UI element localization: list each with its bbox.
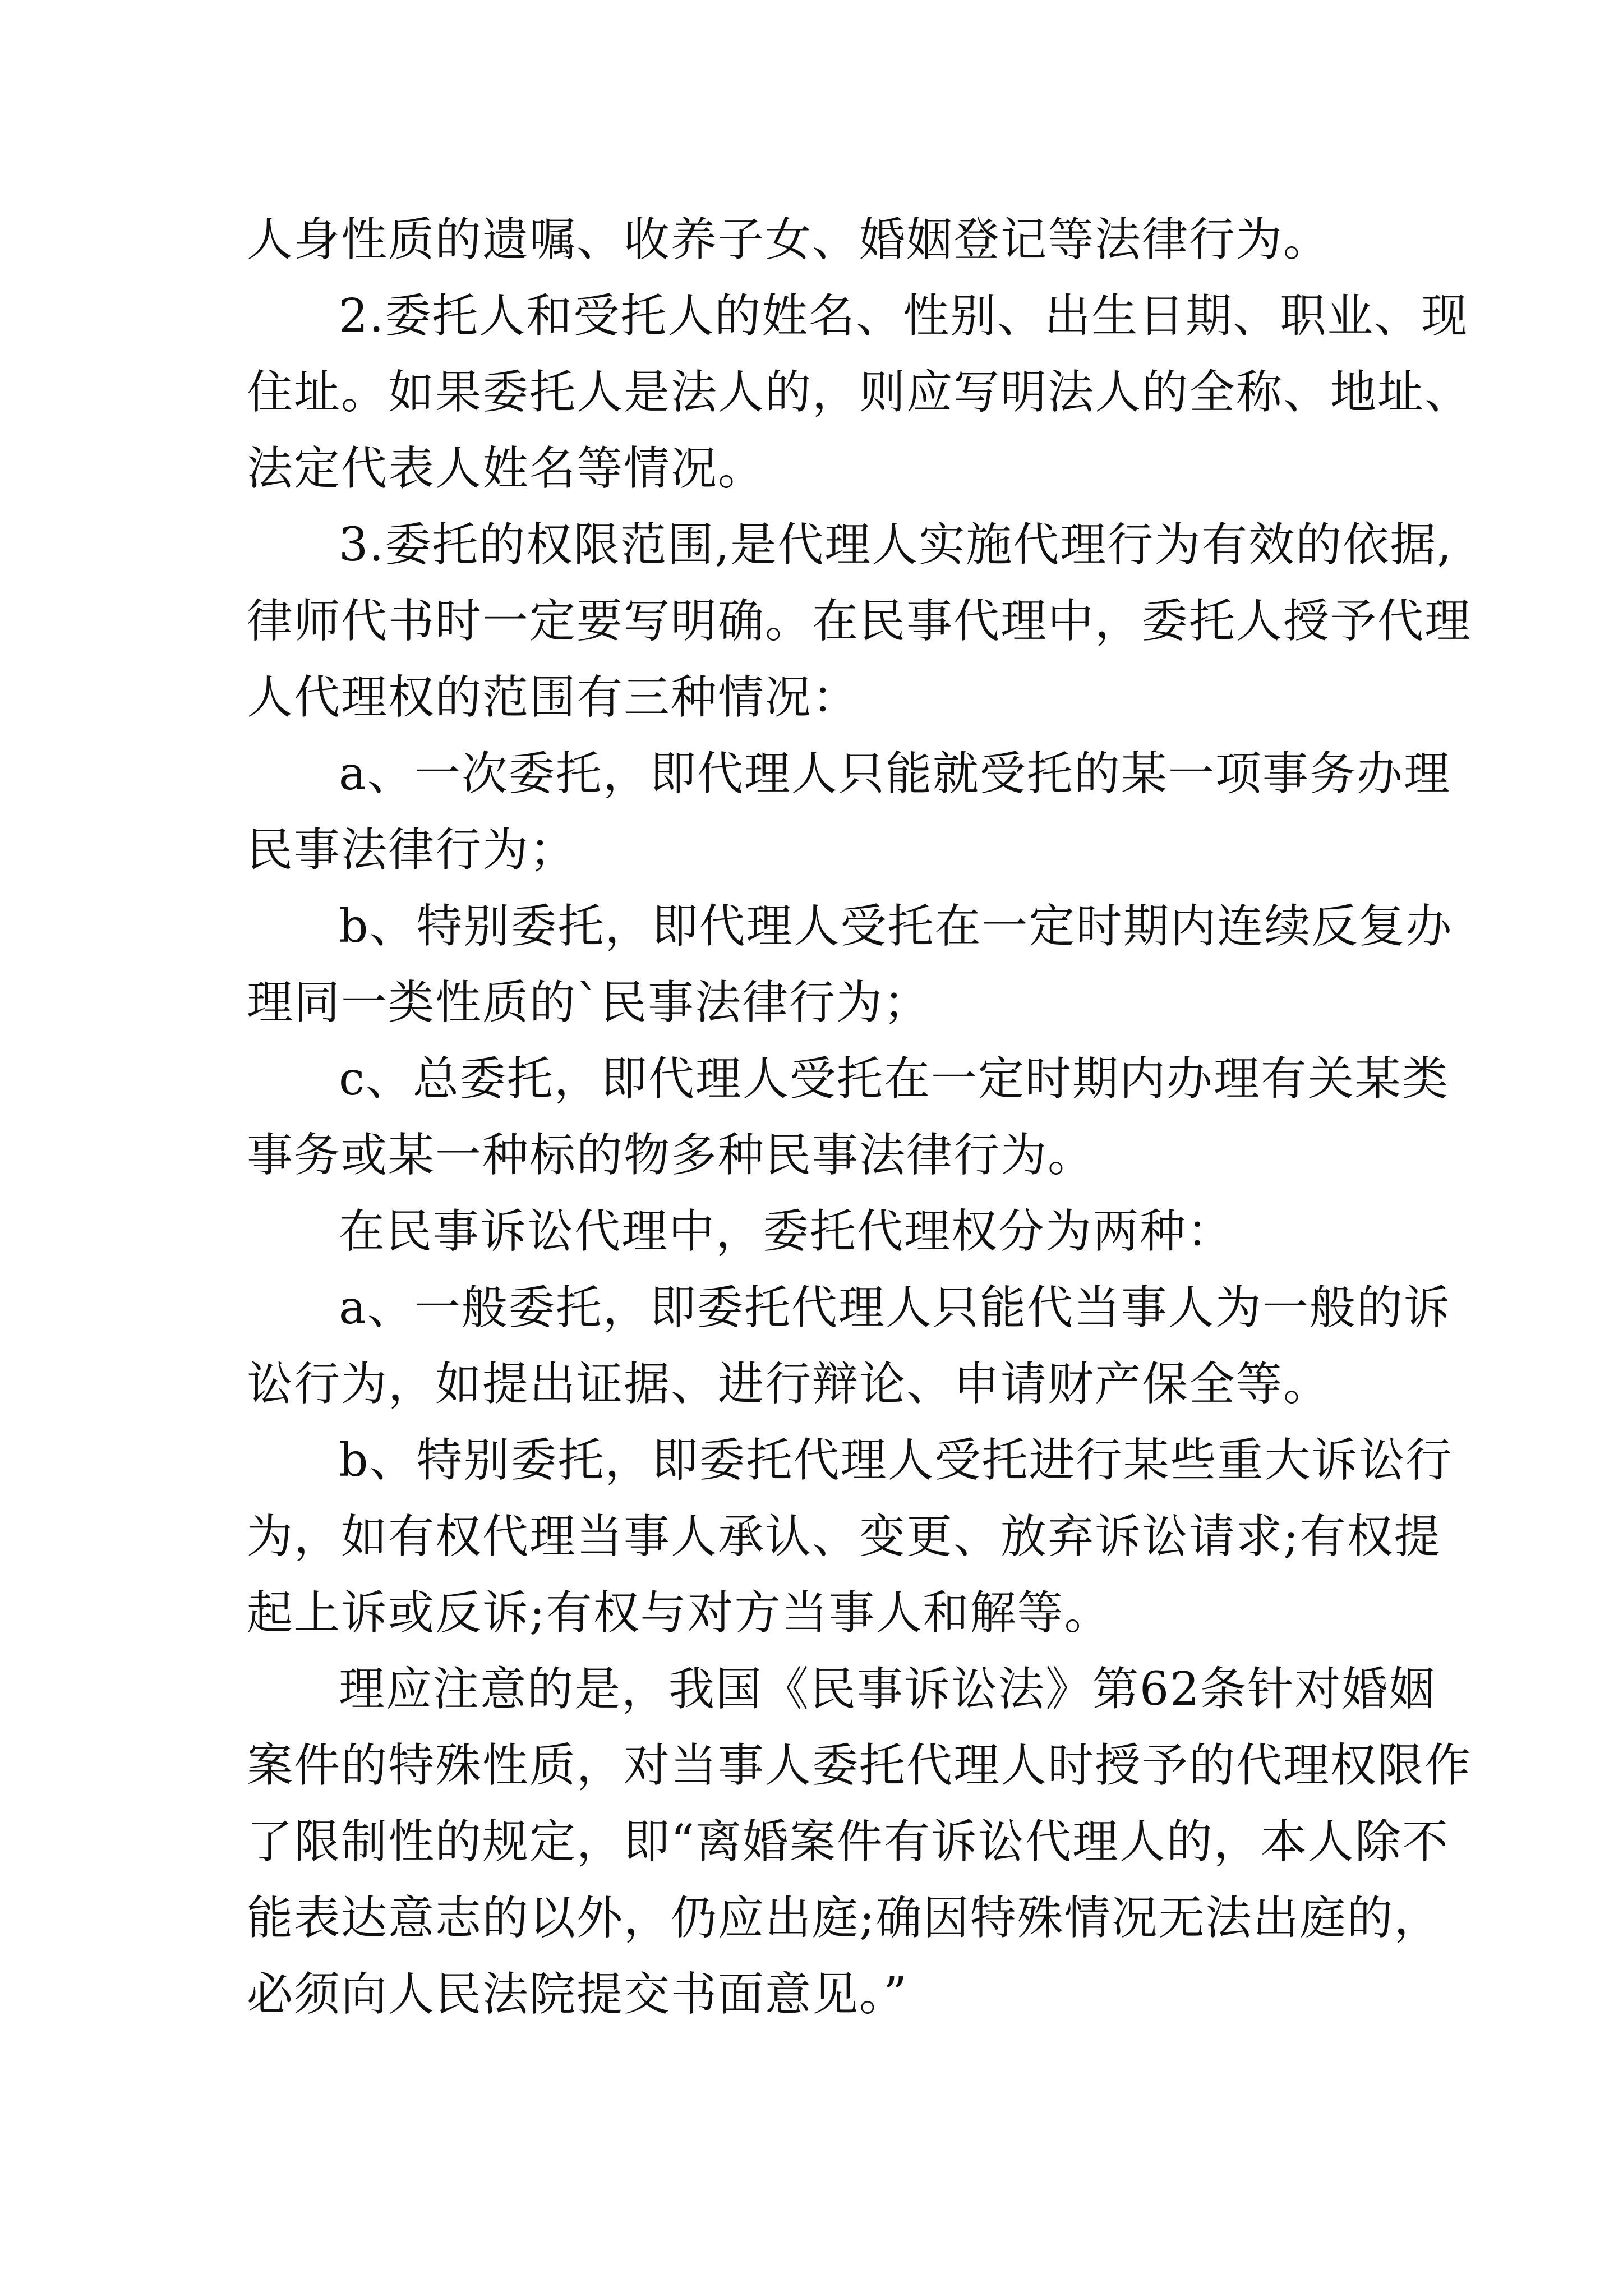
text-line: 法定代表人姓名等情况。 bbox=[247, 442, 766, 495]
text-line: 3.委托的权限范围,是代理人实施代理行为有效的依据, bbox=[339, 518, 1453, 572]
text-line: a、一次委托，即代理人只能就受托的某一项事务办理 bbox=[339, 747, 1451, 800]
text-line: b、特别委托，即委托代理人受托进行某些重大诉讼行 bbox=[339, 1434, 1453, 1487]
text-line: 必须向人民法院提交书面意见。” bbox=[247, 1968, 908, 2021]
text-line: c、总委托，即代理人受托在一定时期内办理有关某类 bbox=[339, 1052, 1449, 1106]
text-line: 为，如有权代理当事人承认、变更、放弃诉讼请求;有权提 bbox=[247, 1510, 1441, 1563]
text-line: 起上诉或反诉;有权与对方当事人和解等。 bbox=[247, 1586, 1112, 1640]
text-line: 讼行为，如提出证据、进行辩论、申请财产保全等。 bbox=[247, 1358, 1331, 1411]
text-line: 理同一类性质的`民事法律行为； bbox=[247, 976, 931, 1029]
text-line: 事务或某一种标的物多种民事法律行为。 bbox=[247, 1129, 1095, 1182]
text-line: 律师代书时一定要写明确。在民事代理中，委托人授予代理 bbox=[247, 595, 1472, 648]
text-line: 住址。如果委托人是法人的，则应写明法人的全称、地址、 bbox=[247, 366, 1472, 419]
text-line: 人身性质的遗嘱、收养子女、婚姻登记等法律行为。 bbox=[247, 213, 1331, 266]
text-line: 了限制性的规定，即“离婚案件有诉讼代理人的，本人除不 bbox=[247, 1815, 1449, 1869]
text-line: 2.委托人和受托人的姓名、性别、出生日期、职业、现 bbox=[339, 289, 1469, 343]
text-line: 案件的特殊性质，对当事人委托代理人时授予的代理权限作 bbox=[247, 1739, 1472, 1792]
text-line: 理应注意的是，我国《民事诉讼法》第62条针对婚姻 bbox=[339, 1663, 1436, 1716]
document-body bbox=[247, 202, 1472, 2033]
text-line: 能表达意志的以外，仍应出庭;确因特殊情况无法出庭的， bbox=[247, 1892, 1441, 1945]
text-line: 人代理权的范围有三种情况： bbox=[247, 671, 860, 724]
text-line: 民事法律行为； bbox=[247, 823, 577, 877]
text-line: a、一般委托，即委托代理人只能代当事人为一般的诉 bbox=[339, 1281, 1451, 1335]
text-line: 在民事诉讼代理中，委托代理权分为两种： bbox=[339, 1205, 1234, 1258]
text-line: b、特别委托，即代理人受托在一定时期内连续反复办 bbox=[339, 900, 1453, 953]
